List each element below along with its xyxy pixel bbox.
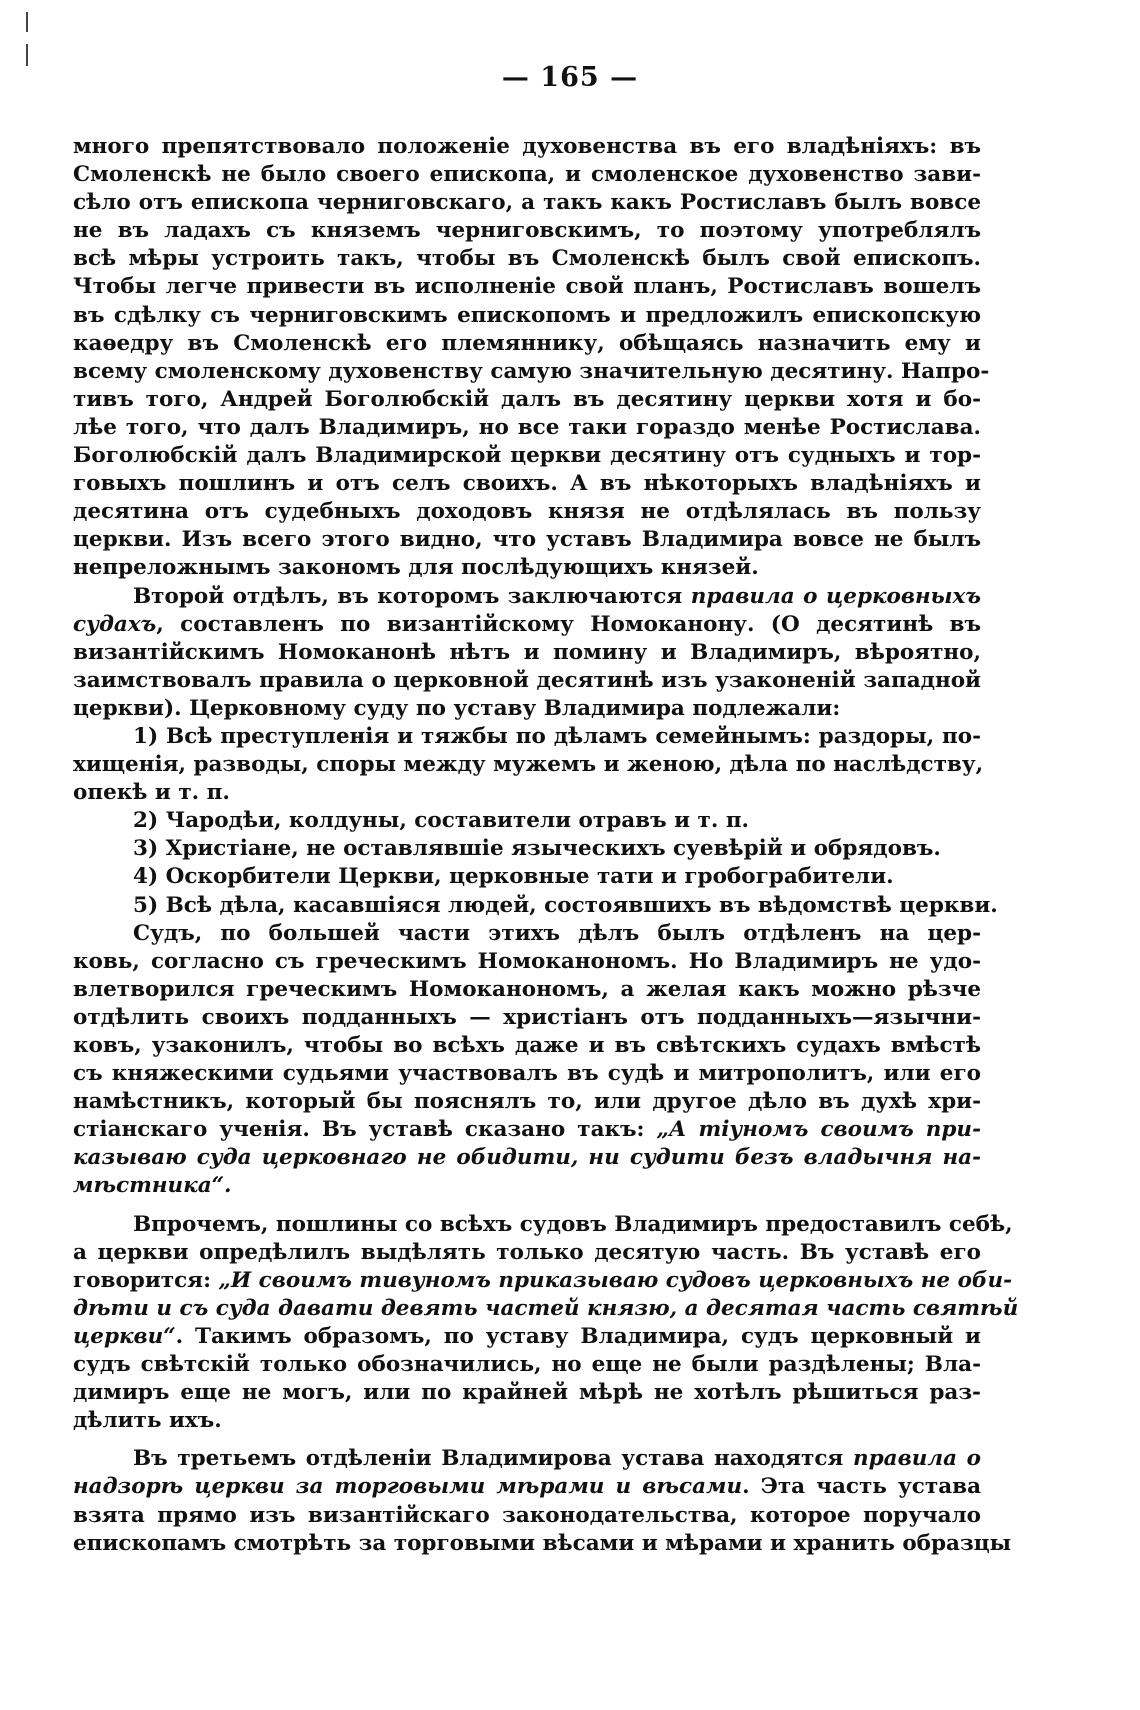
text-run: въ сдѣлку съ черниговскимъ епископомъ и предложилъ епископскую <box>73 302 981 328</box>
text-run: византійскимъ Номоканонѣ нѣтъ и помину и Владимиръ, вѣроятно, <box>73 639 981 665</box>
text-run: 5) Всѣ дѣла, касавшіяся людей, состоявшихъ въ вѣдомствѣ церкви. <box>133 892 998 918</box>
italic-run: правила о <box>852 1446 982 1472</box>
text-run: говорится: <box>73 1267 219 1293</box>
text-run: всѣ мѣры устроить такъ, чтобы въ Смоленскѣ былъ свой епископъ. <box>73 246 981 272</box>
text-run: хищенія, разводы, споры между мужемъ и женою, дѣла по наслѣдству, <box>73 752 984 778</box>
text-run: 3) Христіане, не оставлявшіе языческихъ суевѣрій и обрядовъ. <box>133 836 941 862</box>
text-line <box>73 470 981 498</box>
italic-run: „А тіуномъ своимъ при- <box>656 1117 981 1143</box>
text-run: 4) Оскорбители Церкви, церковные тати и гробограбители. <box>133 864 894 890</box>
text-line <box>73 1239 981 1267</box>
italic-run: надзорѣ церкви за торговыми мѣрами и вѣсами <box>73 1474 743 1500</box>
text-line <box>73 920 981 948</box>
text-line <box>73 639 981 667</box>
text-run: много препятствовало положеніе духовенства въ его владѣніяхъ: въ <box>73 134 981 159</box>
italic-run: судахъ <box>73 611 157 637</box>
text-line <box>73 161 981 189</box>
italic-run: дѣти и съ суда давати девять частей князю, а десятая часть святѣй <box>73 1295 1019 1321</box>
text-line <box>73 695 981 723</box>
text-line <box>73 133 981 161</box>
text-line <box>73 302 981 330</box>
text-run: влетворился греческимъ Номоканономъ, а желая какъ можно рѣзче <box>73 976 981 1002</box>
text-run: Боголюбскій далъ Владимирской церкви десятину отъ судныхъ и тор- <box>73 443 981 469</box>
text-run: отдѣлить своихъ подданныхъ — христіанъ отъ подданныхъ—язычни- <box>73 1004 981 1030</box>
text-line <box>73 273 981 301</box>
text-line <box>73 948 981 976</box>
text-line <box>73 526 981 554</box>
text-line <box>73 1004 981 1032</box>
text-run: десятина отъ судебныхъ доходовъ князя не отдѣлялась въ пользу <box>73 499 981 525</box>
text-line <box>73 1088 981 1116</box>
text-run: судъ свѣтскій только обозначились, но еще не были раздѣлены; Вла- <box>73 1352 981 1378</box>
text-run: . Такимъ образомъ, по уставу Владимира, судъ церковный и <box>175 1323 981 1349</box>
text-line <box>73 1407 981 1435</box>
text-line <box>73 1295 1019 1323</box>
text-line <box>73 554 981 582</box>
text-run: сѣло отъ епископа черниговскаго, а такъ какъ Ростиславъ былъ вовсе <box>73 190 981 216</box>
text-run: Смоленскѣ не было своего епископа, и смоленское духовенство зави- <box>73 162 981 188</box>
text-line <box>73 667 981 695</box>
margin-mark-top <box>26 12 28 32</box>
text-run: стіанскаго ученія. Въ уставѣ сказано такъ: <box>73 1117 657 1143</box>
text-run: ковь, согласно съ греческимъ Номоканономъ. Но Владимиръ не удо- <box>73 948 981 974</box>
text-line <box>73 442 981 470</box>
text-run: Чтобы легче привести въ исполненіе свой планъ, Ростиславъ вошелъ <box>73 274 981 300</box>
text-line <box>73 611 981 639</box>
text-line <box>73 807 981 835</box>
italic-run: церкви“ <box>73 1323 176 1349</box>
text-line <box>73 751 984 779</box>
text-run: всему смоленскому духовенству самую значительную десятину. Напро- <box>73 358 990 384</box>
text-run: съ княжескими судьями участвовалъ въ судѣ и митрополитъ, или его <box>73 1061 981 1087</box>
text-line <box>73 1144 981 1172</box>
italic-run: „И своимъ тивуномъ приказываю судовъ церковныхъ не оби- <box>218 1267 1012 1293</box>
italic-run: правила о церковныхъ <box>690 583 981 609</box>
text-line <box>73 1267 1012 1295</box>
text-line <box>73 1473 981 1501</box>
text-line <box>73 976 981 1004</box>
text-line <box>73 863 981 891</box>
text-line <box>73 1060 981 1088</box>
body-text <box>73 133 1019 1558</box>
text-run: взята прямо изъ византійскаго законодательства, которое поручало <box>73 1502 981 1528</box>
text-line <box>73 498 981 526</box>
text-line <box>73 386 981 414</box>
text-run: Въ третьемъ отдѣленіи Владимирова устава находятся <box>133 1446 853 1472</box>
text-line <box>73 1445 981 1473</box>
text-run: а церкви опредѣлилъ выдѣлять только десятую часть. Въ уставѣ его <box>73 1239 981 1265</box>
text-line <box>73 835 981 863</box>
text-line <box>73 583 981 611</box>
text-line <box>73 1502 981 1530</box>
text-run: лѣе того, что далъ Владимиръ, но все таки гораздо менѣе Ростислава. <box>73 414 981 440</box>
text-run: епископамъ смотрѣть за торговыми вѣсами и мѣрами и хранить образцы <box>73 1530 1012 1556</box>
text-run: ковъ, узаконилъ, чтобы во всѣхъ даже и въ свѣтскихъ судахъ вмѣстѣ <box>73 1033 981 1058</box>
text-line <box>73 1323 981 1351</box>
text-line <box>73 358 990 386</box>
text-run: димиръ еще не могъ, или по крайней мѣрѣ не хотѣлъ рѣшиться раз- <box>73 1380 981 1406</box>
text-run: Второй отдѣлъ, въ которомъ заключаются <box>133 583 691 609</box>
italic-run: казываю суда церковнаго не обидити, ни судити безъ владычня на- <box>73 1145 981 1171</box>
text-run: не въ ладахъ съ княземъ черниговскимъ, то поэтому употреблялъ <box>73 218 981 244</box>
text-line <box>73 892 998 920</box>
text-run: тивъ того, Андрей Боголюбскій далъ въ десятину церкви хотя и бо- <box>73 386 981 412</box>
text-run: непреложнымъ закономъ для послѣдующихъ князей. <box>73 555 759 581</box>
text-run: церкви). Церковному суду по уставу Владимира подлежали: <box>73 695 841 721</box>
text-run: . Эта часть устава <box>742 1474 982 1500</box>
text-run: опекѣ и т. п. <box>73 780 230 806</box>
text-line <box>73 217 981 245</box>
text-run: говыхъ пошлинъ и отъ селъ своихъ. А въ нѣкоторыхъ владѣніяхъ и <box>73 471 981 497</box>
text-run: , составленъ по византійскому Номоканону. (О десятинѣ въ <box>156 611 981 637</box>
text-line <box>73 245 981 273</box>
text-line <box>73 189 981 217</box>
text-line <box>73 414 981 442</box>
text-line <box>73 1032 981 1060</box>
text-line <box>73 779 981 807</box>
text-run: дѣлить ихъ. <box>73 1408 222 1434</box>
text-run: заимствовалъ правила о церковной десятинѣ изъ узаконеній западной <box>73 667 981 693</box>
text-line <box>73 1116 981 1144</box>
text-run: каѳедру въ Смоленскѣ его племяннику, обѣщаясь назначить ему и <box>73 330 981 356</box>
text-run: 2) Чародѣи, колдуны, составители отравъ и т. п. <box>133 808 750 834</box>
text-run: Судъ, по большей части этихъ дѣлъ былъ отдѣленъ на цер- <box>133 920 981 946</box>
text-line <box>73 1172 981 1200</box>
text-line <box>73 330 981 358</box>
text-run: церкви. Изъ всего этого видно, что уставъ Владимира вовсе не былъ <box>73 527 981 553</box>
text-line <box>73 1211 1013 1239</box>
italic-run: мѣстника“. <box>73 1173 232 1199</box>
text-run: 1) Всѣ преступленія и тяжбы по дѣламъ семейнымъ: раздоры, по- <box>133 723 981 749</box>
text-run: Впрочемъ, пошлины со всѣхъ судовъ Владимиръ предоставилъ себѣ, <box>133 1211 1013 1237</box>
page-number: — 165 — <box>501 62 639 93</box>
text-line <box>73 723 981 751</box>
text-run: намѣстникъ, который бы пояснялъ то, или другое дѣло въ духѣ хри- <box>73 1089 981 1115</box>
text-line <box>73 1351 981 1379</box>
text-line <box>73 1530 1012 1558</box>
text-line <box>73 1379 981 1407</box>
